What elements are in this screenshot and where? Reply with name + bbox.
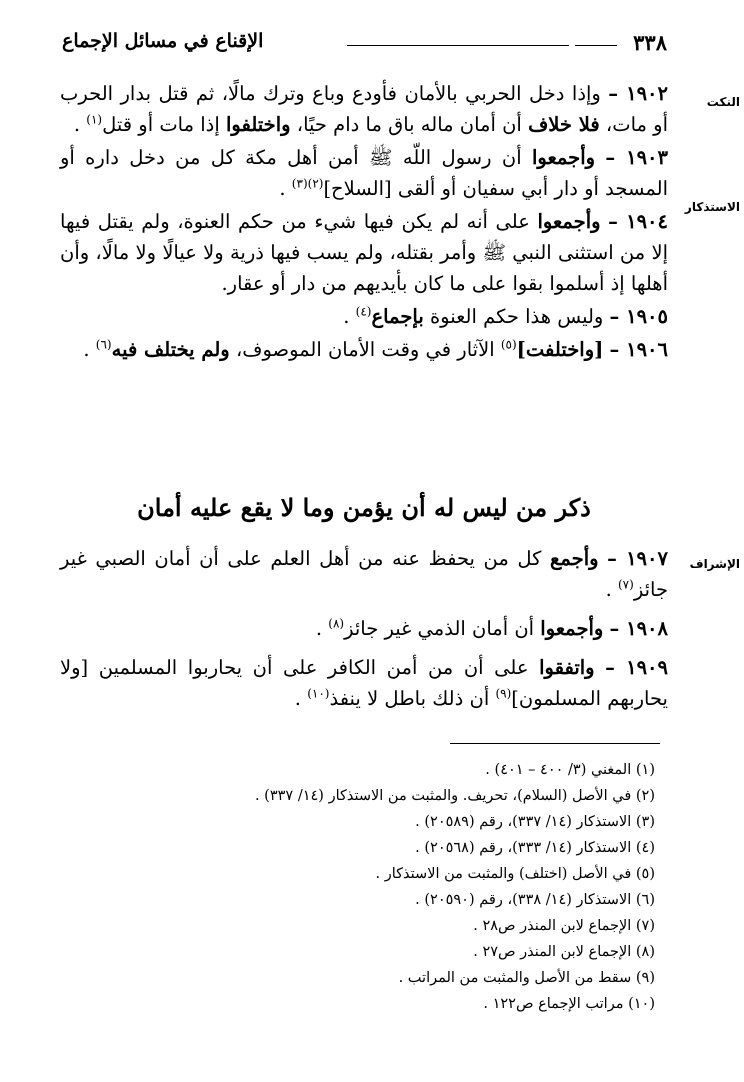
margin-label-ishraf: الإشراف <box>689 557 740 571</box>
footnote-3: (٣) الاستذكار (١٤/ ٣٣٧)، رقم (٢٠٥٨٩) . <box>415 814 655 830</box>
footnotes <box>60 757 665 1017</box>
footnote-1: (١) المغني (٣/ ٤٠٠ – ٤٠١) . <box>485 762 655 778</box>
entry-number: ١٩٠٧ – <box>607 547 668 570</box>
entry-keyword: واتفقوا <box>539 656 595 679</box>
entry-text: أن رسول اللّه ﷺ أمن أهل مكة كل من دخل داره أو المسجد أو دار أبي سفيان أو ألقى [السلاح] <box>60 146 668 200</box>
margin-label-nukat: النكت <box>706 95 740 109</box>
footnote-10: (١٠) مراتب الإجماع ص١٢٢ . <box>483 996 655 1012</box>
footnote-ref: (٧) <box>617 577 634 592</box>
entry-end: . <box>294 687 301 710</box>
footnote-ref: (٤) <box>355 304 372 319</box>
entry-1905 <box>60 301 668 332</box>
entry-text: على أنه لم يكن فيها شيء من حكم العنوة، ولم يقتل فيها إلا من استثنى النبي ﷺ وأمر بقتله، ولم يسب فيها ذرية ولا عيالًا ولا مالًا، وأن أهلها إذ أسلموا بقوا على ما كان بأيديهم من دار أو عقار. <box>60 210 668 295</box>
entry-keyword: وأجمعوا <box>531 146 596 169</box>
footnote-ref: (٦) <box>95 337 112 352</box>
main-text-lower <box>60 543 668 714</box>
entry-text: أن أمان الذمي غير جائز <box>344 617 535 640</box>
entry-text: وليس هذا حكم العنوة <box>429 305 604 328</box>
footnote-7: (٧) الإجماع لابن المنذر ص٢٨ . <box>473 918 655 934</box>
entry-number: ١٩٠٨ – <box>609 617 668 640</box>
entry-1908 <box>60 613 668 644</box>
footnote-ref: (٥) <box>500 337 517 352</box>
entry-number: ١٩٠٣ – <box>605 146 668 169</box>
entry-end: . <box>315 617 323 640</box>
entry-keyword: [واختلفت] <box>516 338 604 361</box>
entry-1904 <box>60 206 668 299</box>
entry-1902 <box>60 78 668 140</box>
entry-end: . <box>343 305 350 328</box>
main-text-upper <box>60 78 668 365</box>
entry-keyword: واختلفوا <box>225 113 291 136</box>
entry-keyword: بإجماع <box>371 305 424 328</box>
entry-number: ١٩٠٦ – <box>609 338 668 361</box>
entry-1907 <box>60 543 668 605</box>
entry-end: . <box>83 338 90 361</box>
footnote-5: (٥) في الأصل (اختلف) والمثبت من الاستذكار . <box>375 866 655 882</box>
section-heading: ذكر من ليس له أن يؤمن وما لا يقع عليه أمان <box>137 493 591 522</box>
entry-text: وإذا دخل الحربي بالأمان فأودع وباع وترك مالًا، ثم قتل بدار الحرب أو مات، <box>60 82 668 136</box>
entry-text: على أن من أمن الكافر على أن يحاربوا المسلمين [ولا يحاربهم المسلمون] <box>60 656 668 710</box>
header-rule-middle <box>347 45 569 46</box>
page-number: ٣٣٨ <box>633 30 667 55</box>
running-header <box>62 30 667 64</box>
entry-text: الآثار في وقت الأمان الموصوف، <box>235 338 495 361</box>
entry-end: . <box>279 177 286 200</box>
footnote-2: (٢) في الأصل (السلام)، تحريف. والمثبت من الاستذكار (١٤/ ٣٣٧) . <box>254 788 655 804</box>
entry-1906 <box>60 334 668 365</box>
entry-keyword: وأجمعوا <box>537 210 601 233</box>
entry-text: كل من يحفظ عنه من أهل العلم على أن أمان الصبي غير جائز <box>60 547 668 601</box>
entry-text: أن أمان ماله باق ما دام حيًا، <box>296 113 522 136</box>
entry-keyword: فلا خلاف <box>528 113 600 136</box>
header-rule-right <box>575 45 617 46</box>
footnote-ref: (٨) <box>328 616 345 631</box>
entry-1903 <box>60 142 668 204</box>
footnote-ref: (١٠) <box>307 686 330 701</box>
entry-end: . <box>605 578 612 601</box>
entry-number: ١٩٠٥ – <box>609 305 668 328</box>
entry-end: . <box>73 113 81 136</box>
footnote-ref: (٩) <box>495 686 512 701</box>
footnote-8: (٨) الإجماع لابن المنذر ص٢٧ . <box>473 944 655 960</box>
footnote-9: (٩) سقط من الأصل والمثبت من المراتب . <box>398 970 655 986</box>
entry-keyword: وأجمعوا <box>540 617 604 640</box>
footnote-4: (٤) الاستذكار (١٤/ ٣٣٣)، رقم (٢٠٥٦٨) . <box>415 840 655 856</box>
margin-label-istidhkar: الاستذكار <box>684 200 740 214</box>
entry-text: أن ذلك باطل لا ينفذ <box>329 687 490 710</box>
footnote-ref: (١) <box>86 112 103 127</box>
entry-1909 <box>60 652 668 714</box>
book-title: الإقناع في مسائل الإجماع <box>62 30 264 52</box>
footnote-separator <box>450 743 660 744</box>
entry-keyword: وأجمع <box>550 547 599 570</box>
entry-number: ١٩٠٢ – <box>608 82 668 105</box>
footnote-ref: (٢)(٣) <box>291 176 324 191</box>
entry-number: ١٩٠٤ – <box>608 210 668 233</box>
entry-number: ١٩٠٩ – <box>605 656 669 679</box>
entry-keyword: ولم يختلف فيه <box>111 338 230 361</box>
entry-text: إذا مات أو قتل <box>102 113 220 136</box>
footnote-6: (٦) الاستذكار (١٤/ ٣٣٨)، رقم (٢٠٥٩٠) . <box>415 892 655 908</box>
